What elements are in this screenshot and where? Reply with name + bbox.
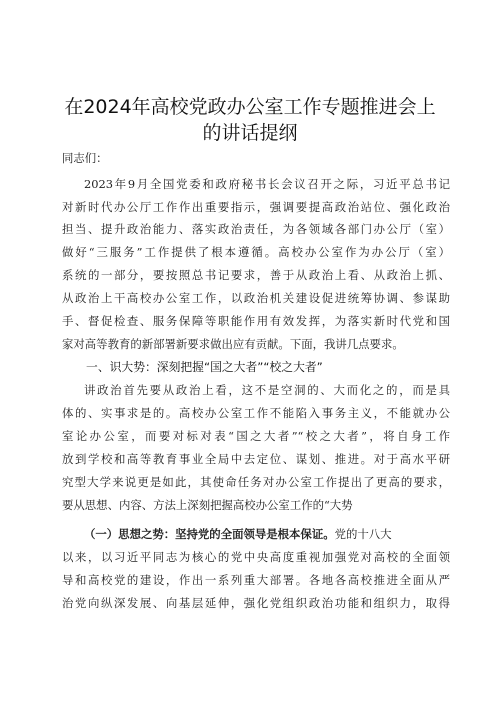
paragraph-1-line: 手、督促检查、服务保障等职能作用有效发挥，为落实新时代党和国 (62, 314, 450, 328)
paragraph-2-line: 要从思想、内容、方法上深刻把握高校办公室工作的“大势 (62, 498, 353, 512)
paragraph-1-line: 从政治上干高校办公室工作，以政治机关建设促进统筹协调、参谋助 (62, 291, 450, 305)
subheading-1-title: （一）思想之势：坚持党的全面领导是根本保证。 (84, 527, 335, 541)
paragraph-1-line: 2023年9月全国党委和政府秘书长会议召开之际，习近平总书记 (84, 177, 450, 191)
paragraph-3-line: 导和高校党的建设，作出一系列重大部署。各地各高校推进全面从严 (62, 573, 450, 587)
paragraph-2-line: 究型大学来说更是如此，其使命任务对办公室工作提出了更高的要求， (62, 475, 450, 489)
paragraph-2-line: 体的、实事求是的。高校办公室工作不能陷入事务主义，不能就办公 (62, 406, 450, 420)
paragraph-1-line: 做好“三服务”工作提供了根本遵循。高校办公室作为办公厅（室） (62, 245, 450, 259)
paragraph-2-line: 讲政治首先要从政治上看，这不是空洞的、大而化之的，而是具 (84, 383, 450, 397)
paragraph-1-line: 家对高等教育的新部署新要求做出应有贡献。下面，我讲几点要求。 (62, 337, 404, 351)
paragraph-3-line: 治党向纵深发展、向基层延伸，强化党组织政治功能和组织力，取得 (62, 596, 450, 610)
document-title-line-1: 在2024年高校党政办公室工作专题推进会上 (64, 96, 436, 118)
paragraph-3-line: 以来，以习近平同志为核心的党中央高度重视加强党对高校的全面领 (62, 550, 450, 564)
paragraph-1-line: 系统的一部分，要按照总书记要求，善于从政治上看、从政治上抓、 (62, 268, 450, 282)
paragraph-2-line: 放到学校和高等教育事业全局中去定位、谋划、推进。对于高水平研 (62, 452, 450, 466)
subheading-1-continuation: 党的十八大 (334, 527, 392, 541)
subheading-1-line (84, 527, 450, 541)
greeting: 同志们： (62, 151, 108, 165)
paragraph-2-line: 室论办公室，而要对标对表“国之大者”“校之大者”，将自身工作 (62, 429, 450, 443)
paragraph-1-line: 对新时代办公厅工作作出重要指示，强调要提高政治站位、强化政治 (62, 200, 450, 214)
paragraph-1-line: 担当、提升政治能力、落实政治责任，为各领域各部门办公厅（室） (62, 222, 450, 236)
document-title-line-2: 的讲话提纲 (202, 122, 298, 144)
section-heading-1: 一、识大势：深刻把握“国之大者”“校之大者” (86, 360, 323, 374)
